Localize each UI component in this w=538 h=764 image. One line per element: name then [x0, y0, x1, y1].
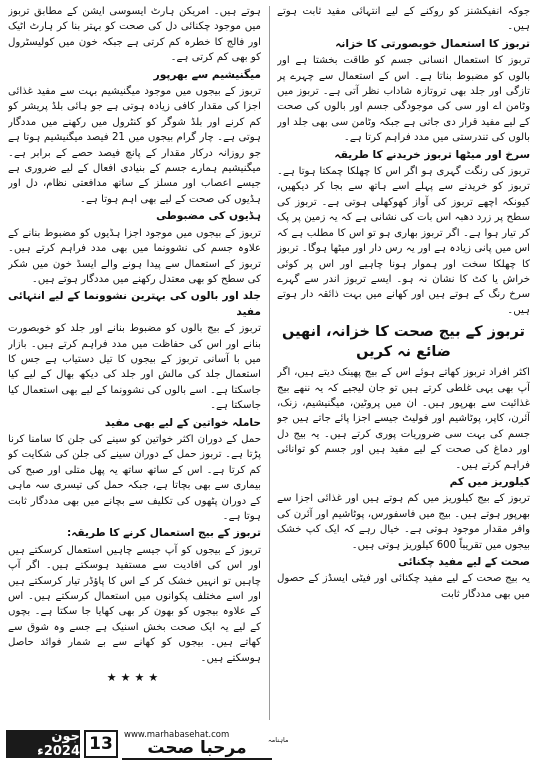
- section-title: تربوز کے بیج استعمال کرنے کا طریقہ:: [66, 527, 261, 540]
- magazine-logo: مرحبا صحت: [122, 739, 272, 760]
- section-title: حاملہ خواتین کے لیے بھی مفید: [104, 416, 261, 429]
- article-heading: تربوز کے بیج صحت کا خزانہ، انھیں ضائع نہ کریں: [282, 324, 525, 361]
- paragraph: جوکہ انفیکشنز کو روکنے کے لیے انتہائی مفید ثابت ہوتے ہیں۔: [277, 6, 530, 33]
- stars-divider: ★★★★: [106, 671, 163, 685]
- paragraph: اکثر افراد تربوز کھاتے ہوئے اس کے بیج پھینک دیتے ہیں، اگر آپ بھی یہی غلطی کرتے ہیں تو جان لیجیے کہ یہ ننھے بیج غذائیت سے بھرپور ہیں۔ ان میں پروٹین، میگنیشیم، زنک، آئرن، کاپر، پوٹاشیم اور فولیٹ جیسے اجزا پائے جاتے ہیں جو جسم کی بہت سی ضروریات پوری کرتے ہیں۔ یہ بیج دل اور دماغ کی صحت کے لیے مفید ہیں اور جسم کو توانائی فراہم کرتے ہیں۔: [277, 367, 530, 471]
- paragraph: تربوز کے بیج بالوں کو مضبوط بنانے اور جلد کو خوبصورت بنانے اور اس کی حفاظت میں مدد فراہم کرتے ہیں۔ بازار میں با آسانی تربوز کے بیجوں کا تیل دستیاب ہے جس کا استعمال جلد کی مالش اور جلد کی دیکھ بھال کے لیے کیا جاسکتا ہے۔ اسے بالوں کی نشوونما کے لیے بھی استعمال کیا جاسکتا ہے۔: [8, 323, 261, 412]
- section-title: جلد اور بالوں کی بہترین نشوونما کے لیے انتہائی مفید: [8, 290, 261, 318]
- section-title: کیلوریز میں کم: [449, 475, 530, 488]
- left-column: [8, 4, 261, 722]
- section-title: سرخ اور میٹھا تربوز خریدنے کا طریقہ: [334, 148, 530, 161]
- paragraph: تربوز کے بیجوں میں موجود اجزا ہڈیوں کو مضبوط بنانے کے علاوہ جسم کی نشوونما میں بھی مدد فراہم کرتے ہیں۔ تربوز کے استعمال سے پیدا ہونے والے ایسڈ خون میں شکر کی سطح کو بھی معتدل رکھنے میں مددگار ہوتے ہیں۔: [8, 227, 261, 285]
- issue-date: جون 2024ء: [6, 730, 80, 758]
- paragraph: تربوز کی رنگت گہری ہو اگر اس کا چھلکا چمکتا ہوتا ہے۔ تربوز کو خریدنے سے پہلے اسے ہاتھ سے بجا کر دیکھیں، کیونکہ اچھے تربوز کی آواز کھوکھلی ہوتی ہے۔ تربوز کی سطح پر زرد دھبہ اس بات کی نشانی ہے کہ یہ زمین پر پک کر تیار ہوا ہے۔ اگر تربوز بھاری ہو تو اس کا مطلب ہے کہ اس میں پانی زیادہ ہے اور یہ رس دار اور میٹھا ہوگا۔ تربوز کا چھلکا سخت اور ہموار ہونا چاہیے اور اس پر کوئی خراش یا کٹ کا نشان نہ ہو۔ ایسے تربوز اندر سے گہرے سرخ رنگ کے ہوتے ہیں اور کھانے میں بہت ذائقہ دار ہوتے ہیں۔: [277, 166, 530, 316]
- brand-tagline: ماہنامہ: [268, 736, 289, 744]
- paragraph: تربوز کے بیجوں کو آپ جیسے چاہیں استعمال کرسکتے ہیں اور اس کی افادیت سے مستفید ہوسکتے ہیں۔ اگر آپ چاہیں تو انہیں خشک کر کے اس کا پاؤڈر تیار کرسکتے ہیں اور اسے مختلف پکوانوں میں استعمال کرسکتے ہیں۔ اس کے علاوہ بیجوں کو بھون کر بھی کھایا جا سکتا ہے۔ بچوں کے لیے یہ ایک صحت بخش اسنیک ہے جسے وہ شوق سے کھاتے ہیں۔ بیجوں کو کھانے سے بے شمار فوائد حاصل ہوسکتے ہیں۔: [8, 544, 261, 664]
- section-title: صحت کے لیے مفید چکنائی: [397, 556, 530, 568]
- section-title: تربوز کا استعمال خوبصورتی کا خزانہ: [335, 37, 530, 50]
- paragraph: تربوز کا استعمال انسانی جسم کو طاقت بخشتا ہے اور بالوں کو مضبوط بناتا ہے۔ اس کے استعمال سے چہرے پر تازگی اور جلد بھی تروتازہ شاداب نظر آتی ہے۔ تربوز میں وٹامن اے اور سی کی موجودگی جسم اور بالوں کی صحت کے لیے مفید قرار دی جاتی ہے جبکہ وٹامن سی بھی جلد اور بالوں کی تندرستی میں مدد فراہم کرتا ہے۔: [277, 55, 530, 144]
- paragraph: ہوتے ہیں۔ امریکن ہارٹ ایسوسی ایشن کے مطابق تربوز میں موجود چکنائی دل کی صحت کو بہتر بنا کر ہارٹ اٹیک اور فالج کا خطرہ کم کرتی ہے جبکہ خون میں کولیسٹرول کو بھی کم کرتی ہے۔: [8, 6, 261, 64]
- page-number: 13: [84, 730, 118, 758]
- section-title: ہڈیوں کی مضبوطی: [156, 210, 261, 223]
- website-url: www.marhabasehat.com: [124, 730, 230, 740]
- paragraph: تربوز کے بیجوں میں موجود میگنیشیم بہت سے مفید غذائی اجزا کی مقدار کافی زیادہ ہوتی ہے جو ہائی بلڈ پریشر کو کم کرنے اور بلڈ شوگر کو کنٹرول میں رکھنے میں مددگار ہوتی ہے۔ چار گرام بیجوں میں 21 فیصد میگنیشیم ہوتا ہے جو روزانہ درکار مقدار کے پانچ فیصد حصے کے برابر ہے۔ میگنیشیم ہمارے جسم کے بنیادی افعال کے لیے ضروری ہے جیسے اعصاب اور مسلز کے ساتھ مدافعتی نظام، دل اور ہڈیوں کی صحت کے لیے بھی اہم ہوتا ہے۔: [8, 86, 261, 205]
- paragraph: حمل کے دوران اکثر خواتین کو سینے کی جلن کا سامنا کرنا پڑتا ہے۔ تربوز حمل کے دوران سینے کی جلن کی شکایت کو کم کرتا ہے۔ اس کے ساتھ ساتھ یہ پھل متلی اور صبح کی بیماری سے بھی بچاتا ہے، جبکہ حمل کی تیسری سہ ماہی کے دوران پٹھوں کی تکلیف سے بچانے میں بھی مددگار ثابت ہوتا ہے۔: [8, 433, 261, 522]
- paragraph: تربوز کے بیج کیلوریز میں کم ہوتے ہیں اور غذائی اجزا سے بھرپور ہوتے ہیں۔ بیج میں فاسفورس، پوٹاشیم اور آئرن کی وافر مقدار موجود ہوتی ہے۔ خیال رہے کہ ایک کپ خشک بیجوں میں تقریباً 600 کیلوریز ہوتی ہیں۔: [277, 493, 530, 551]
- section-title: میگنیشیم سے بھرپور: [153, 68, 261, 81]
- paragraph: یہ بیج صحت کے لیے مفید چکنائی اور فیٹی ایسڈز کے حصول میں بھی مددگار ثابت: [277, 573, 530, 600]
- column-divider: [269, 6, 270, 720]
- right-column: [277, 4, 530, 722]
- page-footer: [0, 724, 538, 764]
